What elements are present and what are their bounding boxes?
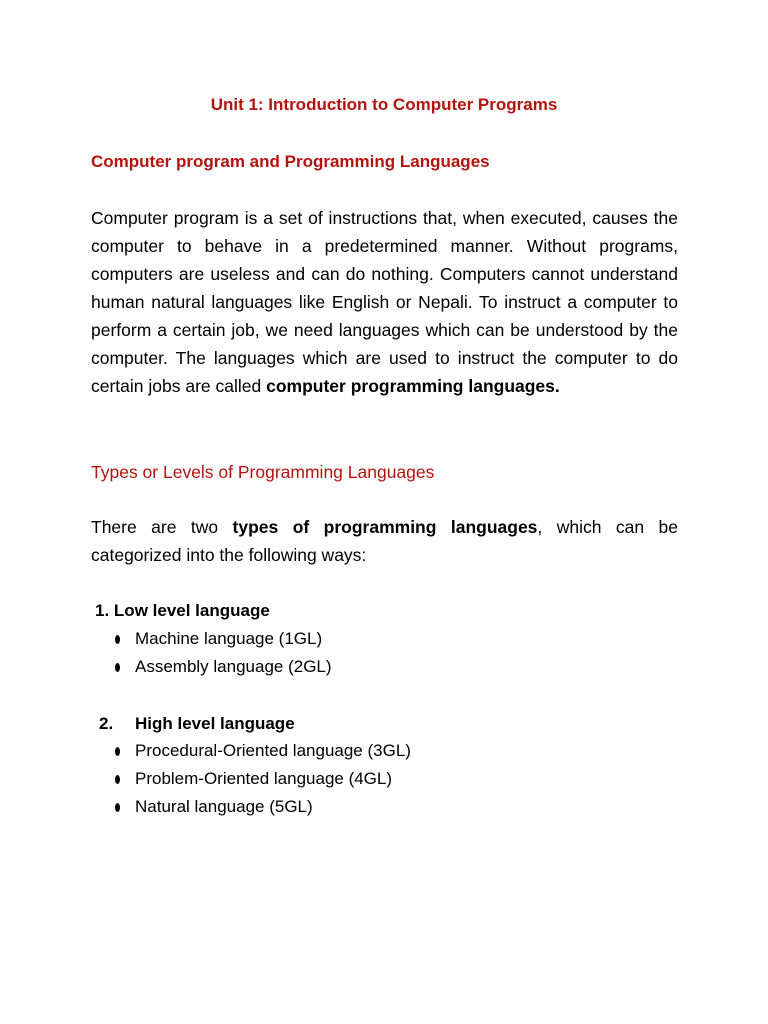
list-item <box>112 737 411 765</box>
list-item <box>112 625 332 653</box>
level-label: High level language <box>135 714 295 733</box>
low-level-list <box>112 625 332 681</box>
bullet-icon <box>115 775 120 784</box>
list-item <box>112 793 411 821</box>
page-title: Unit 1: Introduction to Computer Programs <box>210 95 558 114</box>
level-heading-high <box>99 712 295 736</box>
paragraph-definition-text: Computer program is a set of instructions that, when executed, causes the computer to behave in a predetermined manner. Without programs, computers are useless and can do nothing. Computers cannot understand human natural languages like English or Nepali. To instruct a computer to perform a certain job, we need languages which can be understood by the computer. The languages which are used to instruct the computer to do certain jobs are called <box>91 208 678 396</box>
intro-before-text: There are two <box>91 517 233 537</box>
bullet-icon <box>115 635 120 644</box>
level-number: 1. <box>95 601 110 620</box>
bullet-icon <box>115 803 120 812</box>
level-heading-low <box>95 599 270 623</box>
list-item-text: Problem-Oriented language (4GL) <box>135 769 393 788</box>
high-level-list <box>112 737 411 821</box>
list-item-text: Machine language (1GL) <box>135 629 323 648</box>
list-item <box>112 653 332 681</box>
paragraph-definition <box>91 204 678 400</box>
list-item-text: Assembly language (2GL) <box>135 657 332 676</box>
paragraph-definition-bold: computer programming languages. <box>266 376 560 396</box>
section-heading-programs: Computer program and Programming Languages <box>91 152 490 171</box>
level-number: 2. <box>99 714 114 733</box>
bullet-icon <box>115 747 120 756</box>
section-heading-types: Types or Levels of Programming Languages <box>91 462 435 482</box>
list-item <box>112 765 411 793</box>
intro-bold-text: types of programming languages <box>232 517 538 537</box>
paragraph-types-intro <box>91 513 678 569</box>
level-label: Low level language <box>113 601 270 620</box>
list-item-text: Natural language (5GL) <box>135 797 313 816</box>
intro-after-text: , which can be categorized into the following ways: <box>91 517 679 565</box>
bullet-icon <box>115 663 120 672</box>
list-item-text: Procedural-Oriented language (3GL) <box>135 741 411 760</box>
